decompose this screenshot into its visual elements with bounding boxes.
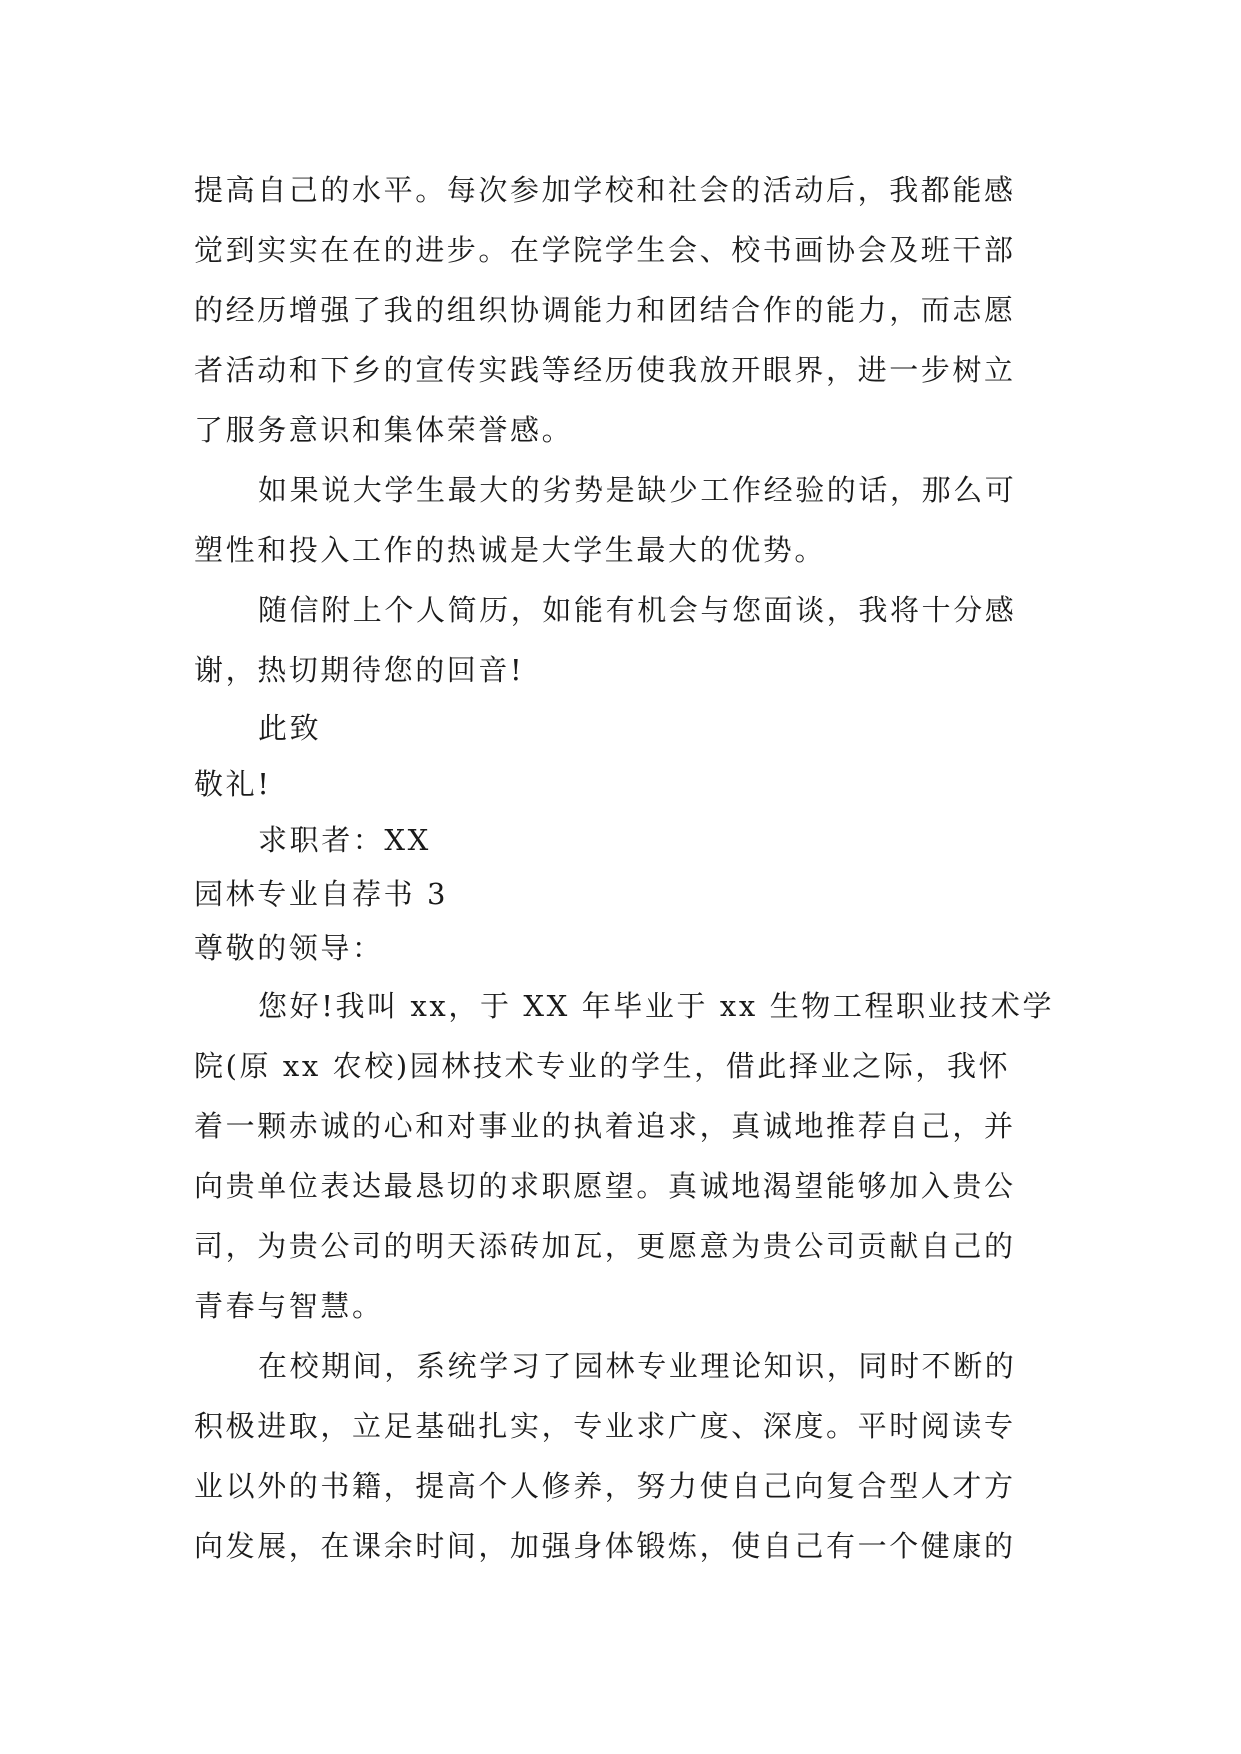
body-line: 青春与智慧。 — [194, 1289, 384, 1323]
body-line: 的经历增强了我的组织协调能力和团结合作的能力，而志愿 — [194, 293, 1016, 327]
body-line: 者活动和下乡的宣传实践等经历使我放开眼界，进一步树立 — [194, 353, 1016, 387]
body-line: 如果说大学生最大的劣势是缺少工作经验的话，那么可 — [258, 473, 1017, 507]
closing-line: 此致 — [258, 711, 322, 745]
body-line: 您好!我叫 xx，于 XX 年毕业于 xx 生物工程职业技术学 — [258, 989, 1055, 1023]
signature-line: 求职者：XX — [258, 823, 431, 857]
body-line: 向发展，在课余时间，加强身体锻炼，使自己有一个健康的 — [194, 1529, 1016, 1563]
body-line: 着一颗赤诚的心和对事业的执着追求，真诚地推荐自己，并 — [194, 1109, 1016, 1143]
body-line: 积极进取，立足基础扎实，专业求广度、深度。平时阅读专 — [194, 1409, 1016, 1443]
body-line: 了服务意识和集体荣誉感。 — [194, 413, 574, 447]
body-line: 院(原 xx 农校)园林技术专业的学生，借此择业之际，我怀 — [194, 1049, 1011, 1083]
body-line: 谢，热切期待您的回音! — [194, 653, 525, 687]
body-line: 向贵单位表达最恳切的求职愿望。真诚地渴望能够加入贵公 — [194, 1169, 1016, 1203]
document-body — [194, 160, 1054, 1576]
body-line: 业以外的书籍，提高个人修养，努力使自己向复合型人才方 — [194, 1469, 1016, 1503]
body-line: 提高自己的水平。每次参加学校和社会的活动后，我都能感 — [194, 173, 1016, 207]
section-title: 园林专业自荐书 3 — [194, 877, 449, 911]
body-line: 司，为贵公司的明天添砖加瓦，更愿意为贵公司贡献自己的 — [194, 1229, 1016, 1263]
body-line: 塑性和投入工作的热诚是大学生最大的优势。 — [194, 533, 827, 567]
body-line: 觉到实实在在的进步。在学院学生会、校书画协会及班干部 — [194, 233, 1016, 267]
salutation-line: 敬礼! — [194, 767, 272, 801]
body-line: 在校期间，系统学习了园林专业理论知识，同时不断的 — [258, 1349, 1017, 1383]
greeting-line: 尊敬的领导： — [194, 931, 384, 965]
body-line: 随信附上个人简历，如能有机会与您面谈，我将十分感 — [258, 593, 1017, 627]
